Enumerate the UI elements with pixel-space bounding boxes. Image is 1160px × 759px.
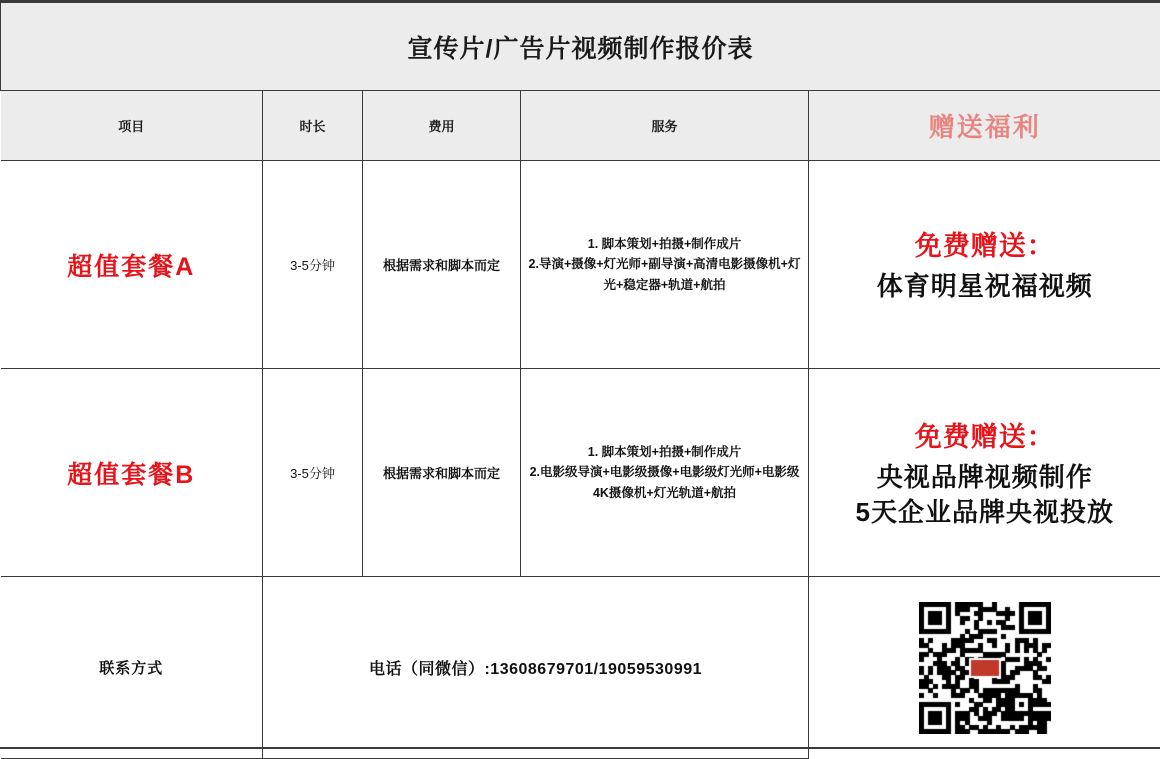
table-row	[1, 369, 1160, 577]
package-a-name: 超值套餐A	[67, 253, 195, 281]
page-title: 宣传片/广告片视频制作报价表	[408, 35, 754, 63]
package-a-gift-title: 免费赠送：	[815, 224, 1155, 263]
title-row	[1, 3, 1160, 91]
contact-row	[1, 577, 1160, 759]
package-b-gift-title: 免费赠送：	[815, 415, 1155, 454]
package-duration-cell	[263, 161, 363, 369]
document-title-cell	[1, 3, 1160, 91]
table-header-row	[1, 91, 1160, 161]
package-duration-cell	[263, 369, 363, 577]
price-table	[0, 2, 1160, 759]
table-row	[1, 161, 1160, 369]
column-header-gift	[809, 91, 1160, 161]
package-service-cell	[521, 369, 809, 577]
qr-code-wrapper	[815, 602, 1155, 734]
column-header-item: 项目	[1, 91, 263, 161]
package-b-service-line-1: 1. 脚本策划+拍摄+制作成片	[527, 442, 802, 463]
package-name-cell	[1, 161, 263, 369]
package-b-service-line-2: 2.电影级导演+电影级摄像+电影级灯光师+电影级4K摄像机+灯光轨道+航拍	[527, 462, 802, 503]
package-gift-cell	[809, 369, 1160, 577]
contact-phone-cell	[263, 577, 809, 759]
package-name-cell	[1, 369, 263, 577]
package-fee-cell	[363, 161, 521, 369]
package-gift-cell	[809, 161, 1160, 369]
contact-label: 联系方式	[99, 660, 163, 677]
package-b-gift-line-2: 5天企业品牌央视投放	[815, 495, 1155, 530]
qr-code-image	[919, 602, 1051, 734]
package-service-cell	[521, 161, 809, 369]
package-b-gift-line-1: 央视品牌视频制作	[815, 460, 1155, 495]
column-header-gift-label: 赠送福利	[929, 112, 1041, 142]
package-a-fee: 根据需求和脚本而定	[383, 258, 500, 273]
package-a-duration: 3-5分钟	[290, 258, 335, 273]
package-b-fee: 根据需求和脚本而定	[383, 466, 500, 481]
package-a-gift-line-1: 体育明星祝福视频	[815, 269, 1155, 304]
package-fee-cell	[363, 369, 521, 577]
package-a-service-line-1: 1. 脚本策划+拍摄+制作成片	[527, 234, 802, 255]
column-header-fee: 费用	[363, 91, 521, 161]
contact-label-cell	[1, 577, 263, 759]
package-b-duration: 3-5分钟	[290, 466, 335, 481]
contact-phone: 电话（同微信）:13608679701/19059530991	[369, 661, 702, 678]
column-header-service: 服务	[521, 91, 809, 161]
column-header-duration: 时长	[263, 91, 363, 161]
package-b-name: 超值套餐B	[67, 461, 195, 489]
package-a-service-line-2: 2.导演+摄像+灯光师+副导演+高清电影摄像机+灯光+稳定器+轨道+航拍	[527, 254, 802, 295]
contact-qr-cell	[809, 577, 1160, 759]
